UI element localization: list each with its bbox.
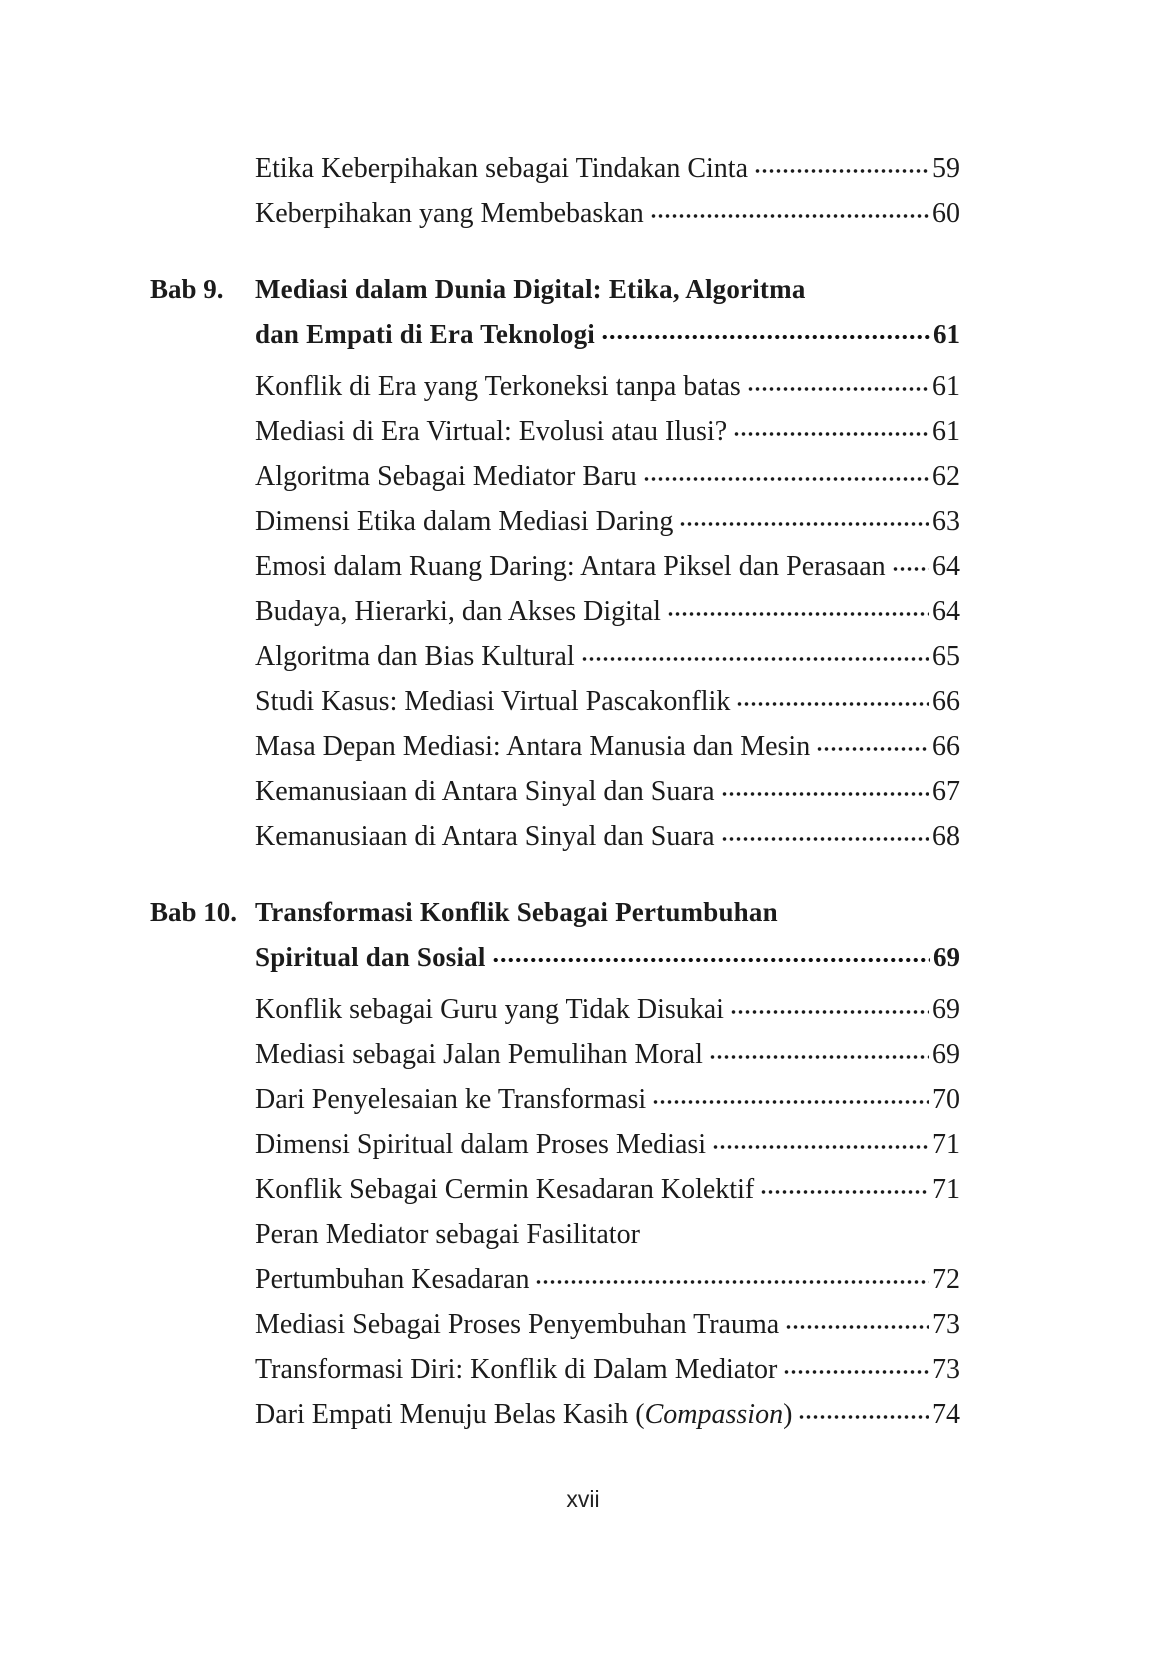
- chapter-title-row: [150, 267, 960, 312]
- toc-entry-row: [150, 679, 960, 724]
- chapter-block: [150, 890, 960, 1437]
- dot-leader: [679, 520, 929, 530]
- entry-page-number: 66: [932, 686, 960, 717]
- entry-page-number: 64: [932, 551, 960, 582]
- entry-page-number: 67: [932, 776, 960, 807]
- dot-leader: [798, 1413, 929, 1423]
- entry-title: Konflik di Era yang Terkoneksi tanpa batas: [255, 371, 741, 402]
- entry-page-number: 60: [932, 198, 960, 229]
- dot-leader: [721, 835, 929, 845]
- entry-title-italic: Compassion: [644, 1399, 784, 1430]
- entry-page-number: 66: [932, 731, 960, 762]
- toc-entry-row: [150, 634, 960, 679]
- entry-title: Mediasi di Era Virtual: Evolusi atau Ilusi?: [255, 416, 728, 447]
- dot-leader: [601, 333, 930, 343]
- dot-leader: [492, 956, 930, 966]
- entry-title: Kemanusiaan di Antara Sinyal dan Suara: [255, 821, 715, 852]
- entry-title: Budaya, Hierarki, dan Akses Digital: [255, 596, 661, 627]
- entry-title: Konflik sebagai Guru yang Tidak Disukai: [255, 994, 724, 1025]
- entry-page-number: 72: [932, 1264, 960, 1295]
- dot-leader: [733, 430, 929, 440]
- entry-page-number: 62: [932, 461, 960, 492]
- entry-page-number: 71: [932, 1174, 960, 1205]
- entry-title: Masa Depan Mediasi: Antara Manusia dan Mesin: [255, 731, 811, 762]
- dot-leader: [892, 565, 929, 575]
- entry-page-number: 59: [932, 153, 960, 184]
- entry-title: Dari Penyelesaian ke Transformasi: [255, 1084, 647, 1115]
- entry-title: Pertumbuhan Kesadaran: [255, 1264, 530, 1295]
- chapter-title-line2: Spiritual dan Sosial: [255, 942, 486, 972]
- chapter-title-row: [150, 890, 960, 935]
- entry-title: Konflik Sebagai Cermin Kesadaran Kolektif: [255, 1174, 755, 1205]
- entry-title: Dimensi Spiritual dalam Proses Mediasi: [255, 1129, 707, 1160]
- entry-page-number: 61: [932, 371, 960, 402]
- toc-entry-row: [150, 1077, 960, 1122]
- page-number-footer: xvii: [566, 1486, 600, 1512]
- entry-page-number: 69: [932, 994, 960, 1025]
- entry-page-number: 73: [932, 1309, 960, 1340]
- entry-title: Transformasi Diri: Konflik di Dalam Mediator: [255, 1354, 778, 1385]
- entry-title: Algoritma Sebagai Mediator Baru: [255, 461, 637, 492]
- chapter-title-row-2: [150, 935, 960, 980]
- dot-leader: [652, 1098, 929, 1108]
- dot-leader: [650, 212, 929, 222]
- dot-leader: [816, 745, 929, 755]
- chapter-title-line2: dan Empati di Era Teknologi: [255, 319, 596, 349]
- toc-entry-row: [150, 364, 960, 409]
- toc-entry-row: [150, 1167, 960, 1212]
- dot-leader: [736, 700, 929, 710]
- toc-entry-row: [150, 499, 960, 544]
- dot-leader: [747, 385, 929, 395]
- dot-leader: [709, 1053, 929, 1063]
- entry-page-number: 70: [932, 1084, 960, 1115]
- dot-leader: [721, 790, 929, 800]
- toc-entry-row: [150, 769, 960, 814]
- entry-page-number: 61: [932, 416, 960, 447]
- toc-entry-row: [150, 1032, 960, 1077]
- chapter-block: [150, 267, 960, 859]
- entry-page-number: 69: [932, 1039, 960, 1070]
- entry-page-number: 71: [932, 1129, 960, 1160]
- entry-title: Studi Kasus: Mediasi Virtual Pascakonflik: [255, 686, 731, 717]
- entry-title: Peran Mediator sebagai Fasilitator: [255, 1219, 640, 1250]
- chapter-title-line1: Transformasi Konflik Sebagai Pertumbuhan: [255, 897, 778, 927]
- entry-title: Mediasi sebagai Jalan Pemulihan Moral: [255, 1039, 703, 1070]
- entry-page-number: 73: [932, 1354, 960, 1385]
- entry-title: Algoritma dan Bias Kultural: [255, 641, 575, 672]
- dot-leader: [535, 1278, 929, 1288]
- toc-entry-row: [150, 146, 960, 191]
- entry-title: Emosi dalam Ruang Daring: Antara Piksel dan Perasaan: [255, 551, 886, 582]
- chapter-page-number: 61: [933, 319, 960, 349]
- dot-leader: [754, 167, 929, 177]
- toc-entry-row: [150, 1347, 960, 1392]
- toc-entry-row: [150, 589, 960, 634]
- entry-title: Keberpihakan yang Membebaskan: [255, 198, 644, 229]
- chapter-label: Bab 10.: [150, 897, 238, 927]
- entry-page-number: 65: [932, 641, 960, 672]
- toc-entry-row: [150, 987, 960, 1032]
- toc-entry-row: [150, 1257, 960, 1302]
- dot-leader: [581, 655, 929, 665]
- toc-entry-row: [150, 191, 960, 236]
- toc-entry-row: [150, 1302, 960, 1347]
- toc-entry-row: [150, 454, 960, 499]
- dot-leader: [783, 1368, 929, 1378]
- entry-title: Dimensi Etika dalam Mediasi Daring: [255, 506, 674, 537]
- entry-page-number: 63: [932, 506, 960, 537]
- dot-leader: [643, 475, 929, 485]
- entry-page-number: 68: [932, 821, 960, 852]
- toc-entry-row: [150, 814, 960, 859]
- chapter-title-line1: Mediasi dalam Dunia Digital: Etika, Algoritma: [255, 274, 806, 304]
- toc-entry-row: [150, 1392, 960, 1437]
- entry-title: Etika Keberpihakan sebagai Tindakan Cinta: [255, 153, 748, 184]
- entry-title: Mediasi Sebagai Proses Penyembuhan Trauma: [255, 1309, 780, 1340]
- toc: [150, 146, 960, 1437]
- toc-entry-row: [150, 409, 960, 454]
- toc-entry-row: [150, 544, 960, 589]
- chapter-label: Bab 9.: [150, 274, 224, 304]
- chapter-page-number: 69: [933, 942, 960, 972]
- dot-leader: [730, 1008, 929, 1018]
- entry-page-number: 74: [932, 1399, 960, 1430]
- toc-entry-row: [150, 1122, 960, 1167]
- entry-title-suffix: ): [783, 1399, 793, 1430]
- entry-title: Kemanusiaan di Antara Sinyal dan Suara: [255, 776, 715, 807]
- chapter-title-row-2: [150, 312, 960, 357]
- toc-entry-row: [150, 724, 960, 769]
- dot-leader: [785, 1323, 929, 1333]
- dot-leader: [712, 1143, 929, 1153]
- dot-leader: [760, 1188, 929, 1198]
- entry-title: Dari Empati Menuju Belas Kasih (: [255, 1399, 645, 1430]
- dot-leader: [667, 610, 929, 620]
- entry-page-number: 64: [932, 596, 960, 627]
- toc-entry-row: [150, 1212, 960, 1257]
